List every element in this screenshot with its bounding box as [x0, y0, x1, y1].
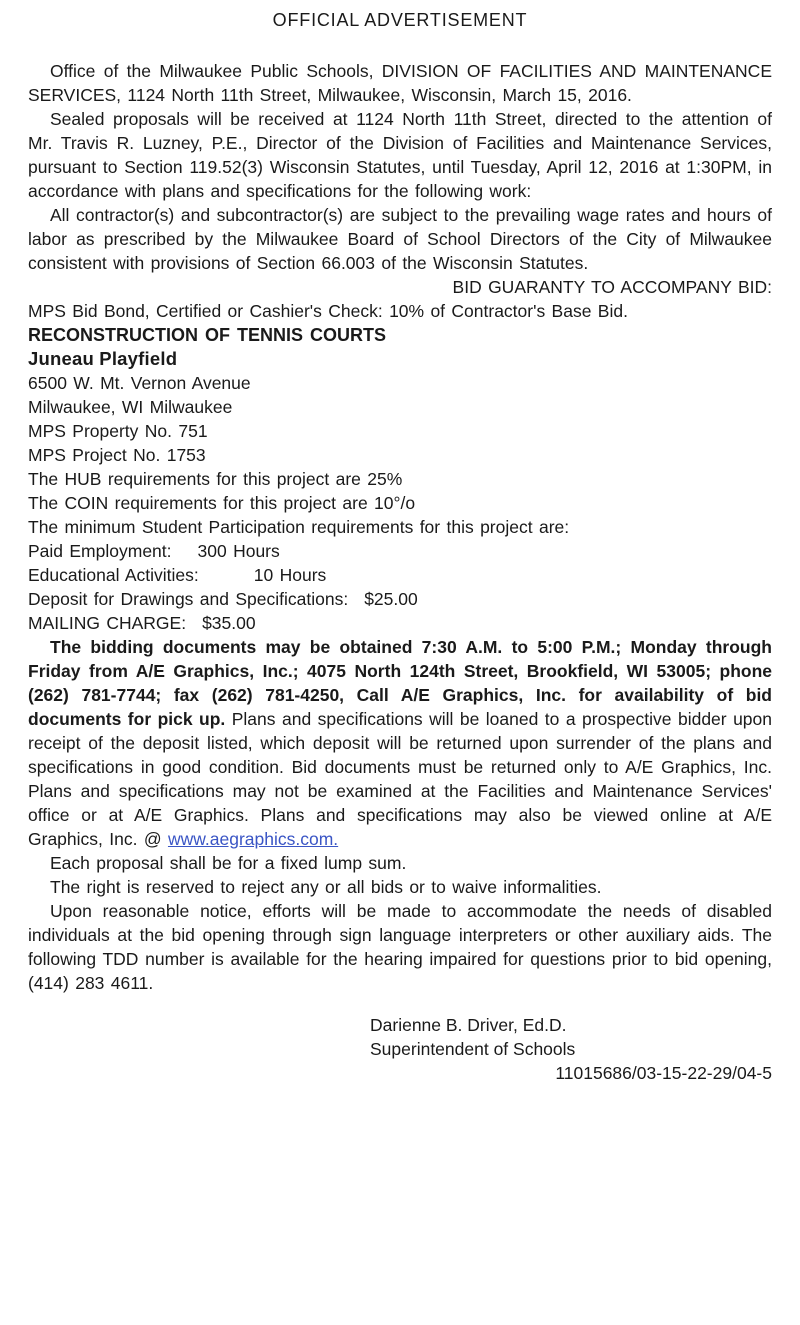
- signature-block: [370, 1013, 772, 1061]
- paid-employment-line: [28, 539, 772, 563]
- deposit-value: $25.00: [364, 589, 418, 609]
- bidding-documents-regular-segment: Plans and specifications will be loaned to a prospective bidder upon receipt of the deposit listed, which deposit will be returned upon surrender of the plans and specifications in good condition. Bid documents must be returned only to A/E Graphics, Inc. Plans and specifications may not be examined at the Facilities and Maintenance Services' office or at A/E Graphics. Plans and specifications may also be viewed online at A/E Graphics, Inc. @: [28, 709, 773, 849]
- paid-employment-label: Paid Employment:: [28, 541, 172, 561]
- bid-guaranty-line: BID GUARANTY TO ACCOMPANY BID:: [452, 277, 772, 297]
- deposit-label: Deposit for Drawings and Specifications:: [28, 589, 349, 609]
- signature-title: Superintendent of Schools: [370, 1039, 576, 1059]
- prevailing-wage-paragraph: All contractor(s) and subcontractor(s) are subject to the prevailing wage rates and hours of labor as prescribed by the Milwaukee Board of School Directors of the City of Milwaukee consistent with provisions of Section 66.003 of the Wisconsin Statutes.: [28, 205, 772, 273]
- bid-bond-line: MPS Bid Bond, Certified or Cashier's Check: 10% of Contractor's Base Bid.: [28, 301, 628, 321]
- project-heading: RECONSTRUCTION OF TENNIS COURTS: [28, 325, 387, 345]
- reference-number: 11015686/03-15-22-29/04-5: [555, 1063, 772, 1083]
- bidding-documents-bold-segment: The bidding documents may be obtained 7:30 A.M. to 5:00 P.M.; Monday through Friday from A/E Graphics, Inc.; 4075 North 124th Street, Brookfield, WI 53005; phone (262) 781-7744; fax (262) 781-4250, Call A/E Graphics, Inc. for availability of bid documents for pick up.: [28, 637, 772, 729]
- aegraphics-website-link[interactable]: www.aegraphics.com.: [167, 829, 339, 849]
- coin-requirements-line: The COIN requirements for this project are 10°/o: [28, 493, 416, 513]
- lump-sum-line: Each proposal shall be for a fixed lump sum.: [50, 853, 407, 873]
- mailing-charge-value: $35.00: [202, 613, 256, 633]
- hub-requirements-line: The HUB requirements for this project are 25%: [28, 469, 403, 489]
- sealed-proposals-paragraph: Sealed proposals will be received at 1124 North 11th Street, directed to the attention of Mr. Travis R. Luzney, P.E., Director of the Division of Facilities and Maintenance Services, pursuant to Section 119.52(3) Wisconsin Statutes, until Tuesday, April 12, 2016 at 1:30PM, in accordance with plans and specifications for the following work:: [28, 109, 772, 201]
- student-participation-line: The minimum Student Participation requirements for this project are:: [28, 517, 570, 537]
- signature-name: Darienne B. Driver, Ed.D.: [370, 1015, 567, 1035]
- accessibility-paragraph: Upon reasonable notice, efforts will be made to accommodate the needs of disabled individuals at the bid opening through sign language interpreters or other auxiliary aids. The following TDD number is available for the hearing impaired for questions prior to bid opening, (414) 283 4611.: [28, 901, 772, 993]
- educational-activities-line: [28, 563, 772, 587]
- bidding-documents-paragraph: [28, 635, 772, 851]
- educational-activities-label: Educational Activities:: [28, 565, 199, 585]
- mailing-charge-line: [28, 611, 772, 635]
- property-number-line: MPS Property No. 751: [28, 421, 208, 441]
- deposit-line: [28, 587, 772, 611]
- paid-employment-value: 300 Hours: [197, 541, 280, 561]
- educational-activities-value: 10 Hours: [253, 565, 327, 585]
- reject-bids-line: The right is reserved to reject any or all bids or to waive informalities.: [50, 877, 602, 897]
- address-line-2: Milwaukee, WI Milwaukee: [28, 397, 233, 417]
- office-paragraph: Office of the Milwaukee Public Schools, DIVISION OF FACILITIES AND MAINTENANCE SERVICES, 1124 North 11th Street, Milwaukee, Wisconsin, March 15, 2016.: [28, 61, 772, 105]
- mailing-charge-label: MAILING CHARGE:: [28, 613, 187, 633]
- project-number-line: MPS Project No. 1753: [28, 445, 206, 465]
- address-line-1: 6500 W. Mt. Vernon Avenue: [28, 373, 251, 393]
- document-title: OFFICIAL ADVERTISEMENT: [272, 10, 528, 30]
- site-name: Juneau Playfield: [28, 348, 178, 369]
